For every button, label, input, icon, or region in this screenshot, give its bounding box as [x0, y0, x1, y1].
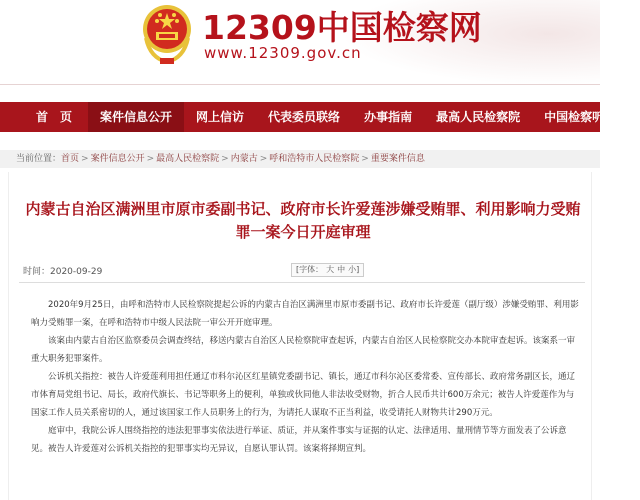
breadcrumb-important-cases[interactable]: 重要案件信息 [370, 154, 425, 164]
font-size-label: [字体： [296, 265, 324, 274]
article-meta [19, 264, 585, 280]
breadcrumb-separator: > [146, 154, 155, 164]
breadcrumb-prefix: 当前位置： [16, 154, 62, 164]
font-size-medium-button[interactable]: 中 [337, 265, 346, 274]
article-divider [19, 282, 585, 283]
nav-item-hearing-network[interactable]: 中国检察听证网 [544, 110, 629, 124]
article-paragraph: 庭审中，我院公诉人围绕指控的违法犯罪事实依法进行举证、质证，并从案件事实与证据的认定、法律适用、量刑情节等方面发表了公诉意见。被告人许爱莲对公诉机关指控的犯罪事实均无异议，自愿认罪认罚。该案将择期宣判。 [31, 426, 567, 454]
article-body [31, 296, 579, 458]
breadcrumb-separator: > [259, 154, 268, 164]
nav-item-home[interactable]: 首 页 [36, 110, 73, 124]
breadcrumb-case-info[interactable]: 案件信息公开 [90, 154, 145, 164]
article-paragraph: 该案由内蒙古自治区监察委员会调查终结，移送内蒙古自治区人民检察院审查起诉，内蒙古自治区人民检察院交办本院审查起诉。该案系一审重大职务犯罪案件。 [31, 336, 576, 364]
breadcrumb-hohhot-procuratorate[interactable]: 呼和浩特市人民检察院 [269, 154, 360, 164]
font-size-small-button[interactable]: 小] [348, 265, 360, 274]
article-title: 内蒙古自治区满洲里市原市委副书记、政府市长许爱莲涉嫌受贿罪、利用影响力受贿罪一案今日开庭审理 [25, 200, 581, 241]
nav-item-online-petition[interactable]: 网上信访 [196, 110, 245, 124]
breadcrumb [0, 150, 600, 168]
breadcrumb-separator: > [81, 154, 89, 164]
breadcrumb-separator: > [221, 154, 229, 164]
header-divider [0, 84, 600, 85]
article [8, 172, 592, 500]
nav-item-case-info[interactable]: 案件信息公开 [88, 102, 184, 132]
font-size-large-button[interactable]: 大 [326, 265, 335, 274]
nav-item-representative-liaison[interactable]: 代表委员联络 [268, 110, 341, 124]
article-paragraph: 公诉机关指控：被告人许爱莲利用担任通辽市科尔沁区红星镇党委副书记、镇长，通辽市科尔沁区委常委、宣传部长、政府常务副区长，通辽市体育局党组书记、局长，政府代旗长、书记等职务上的便利，单独或伙同他人非法收受财物，折合人民币共计600万余元；被告人许爱莲作为与国家工作人员关系密切的人，通过该国家工作人员职务上的行为，为请托人谋取不正当利益，收受请托人财物共计290万元。 [31, 372, 576, 418]
site-header [0, 0, 600, 85]
article-paragraph: 2020年9月25日，由呼和浩特市人民检察院提起公诉的内蒙古自治区满洲里市原市委副书记、政府市长许爱莲（副厅级）涉嫌受贿罪、利用影响力受贿罪一案，在呼和浩特市中级人民法院一审公开开庭审理。 [31, 300, 579, 328]
breadcrumb-home[interactable]: 首页 [61, 154, 80, 164]
font-size-control [291, 263, 364, 277]
breadcrumb-supreme-procuratorate[interactable]: 最高人民检察院 [156, 154, 220, 164]
site-url[interactable]: www.12309.gov.cn [204, 44, 362, 62]
breadcrumb-inner-mongolia[interactable]: 内蒙古 [230, 154, 258, 164]
breadcrumb-separator: > [361, 154, 369, 164]
nav-item-service-guide[interactable]: 办事指南 [364, 110, 413, 124]
national-emblem-icon[interactable] [140, 2, 194, 68]
article-date: 时间：2020-09-29 [23, 267, 103, 277]
main-nav [0, 102, 629, 132]
nav-item-supreme-procuratorate[interactable]: 最高人民检察院 [436, 110, 521, 124]
site-title[interactable]: 12309中国检察网 [202, 8, 482, 47]
